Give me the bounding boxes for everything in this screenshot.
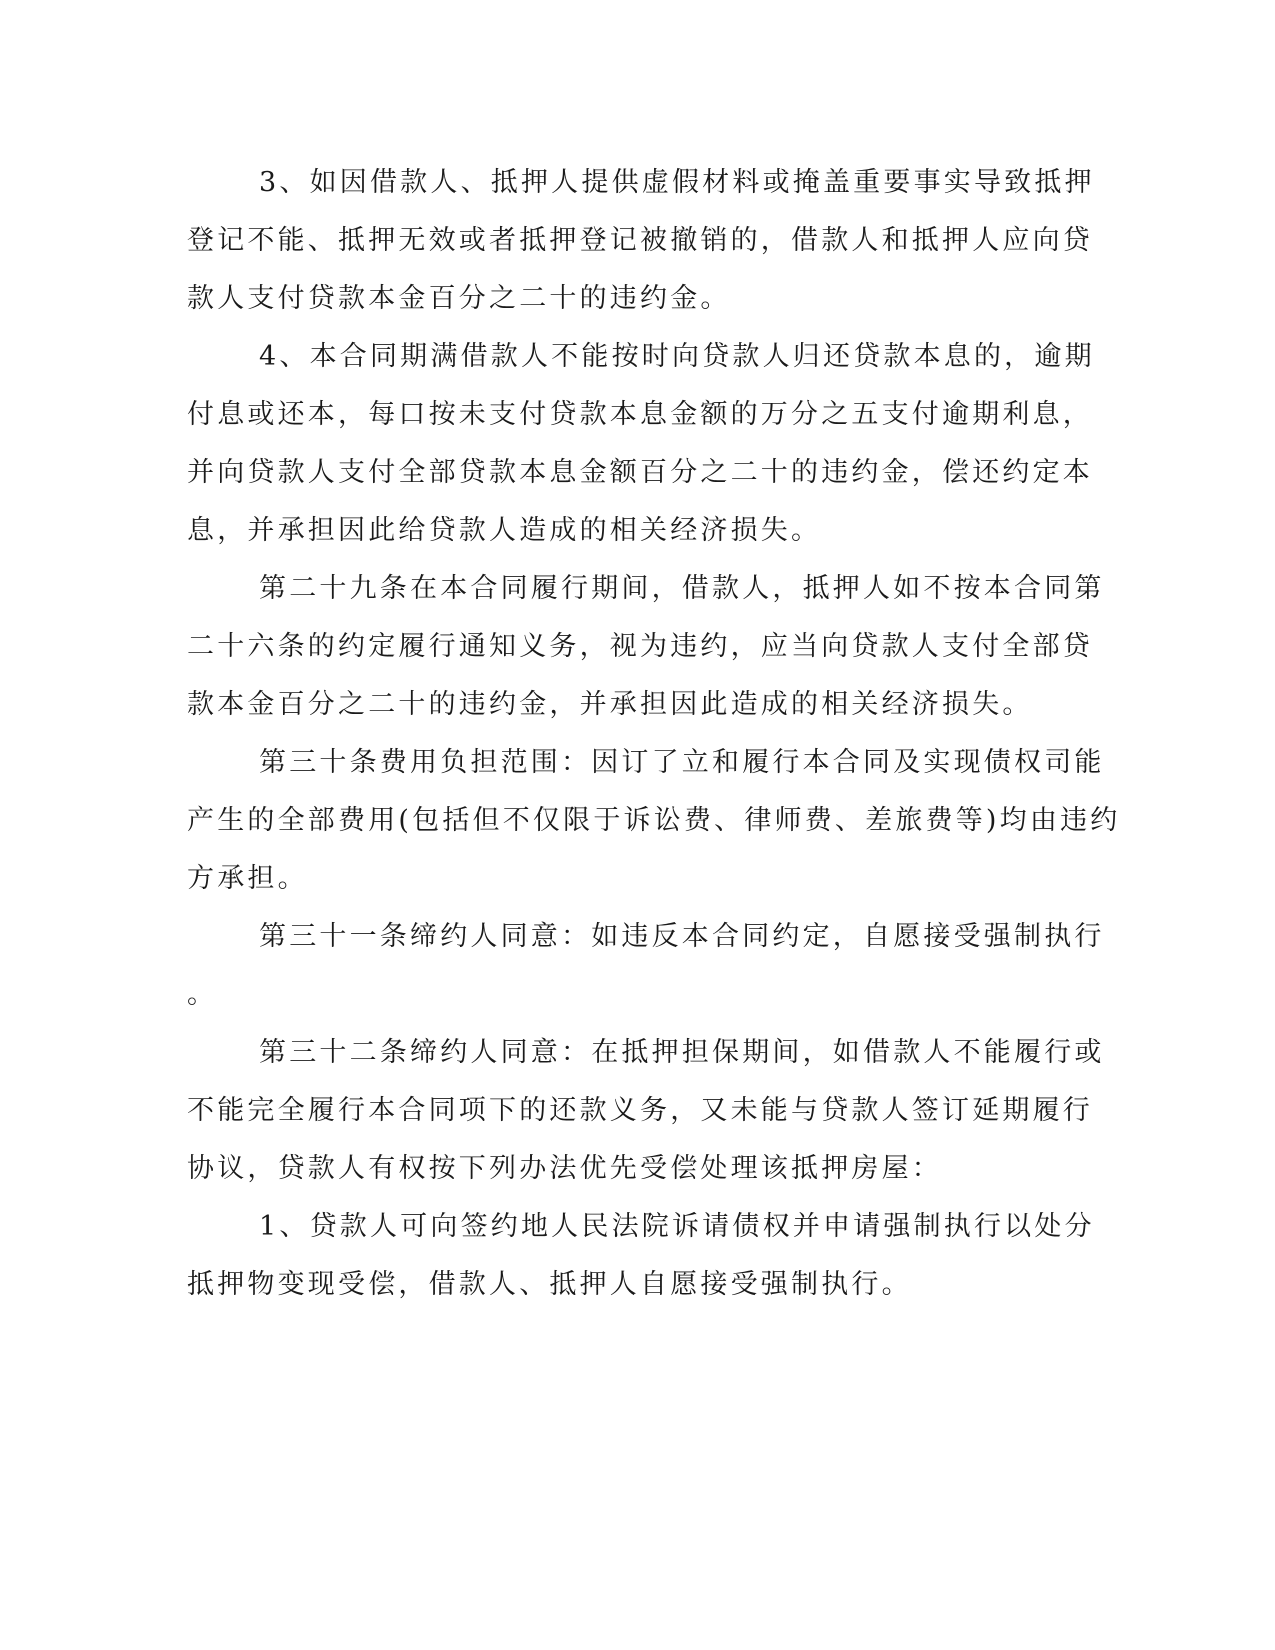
paragraph-4-line-2: 付息或还本，每口按未支付贷款本息金额的万分之五支付逾期利息，	[187, 399, 1093, 430]
paragraph-4-line-3: 并向贷款人支付全部贷款本息金额百分之二十的违约金，偿还约定本	[187, 457, 1093, 488]
article-29-line-3: 款本金百分之二十的违约金，并承担因此造成的相关经济损失。	[187, 689, 1033, 720]
article-30-line-3: 方承担。	[187, 863, 308, 894]
item-1-line-1: 1、贷款人可向签约地人民法院诉请债权并申请强制执行以处分	[259, 1211, 1095, 1242]
paragraph-3-line-2: 登记不能、抵押无效或者抵押登记被撤销的，借款人和抵押人应向贷	[187, 225, 1093, 256]
article-32-line-1: 第三十二条缔约人同意：在抵押担保期间，如借款人不能履行或	[259, 1037, 1105, 1068]
article-31-line-1: 第三十一条缔约人同意：如违反本合同约定，自愿接受强制执行	[259, 921, 1105, 952]
paragraph-3-line-1: 3、如因借款人、抵押人提供虚假材料或掩盖重要事实导致抵押	[259, 167, 1095, 198]
paragraph-4-line-1: 4、本合同期满借款人不能按时向贷款人归还贷款本息的，逾期	[259, 341, 1095, 372]
paragraph-4-line-4: 息，并承担因此给贷款人造成的相关经济损失。	[187, 515, 822, 546]
article-32-line-2: 不能完全履行本合同项下的还款义务，又未能与贷款人签订延期履行	[187, 1095, 1093, 1126]
article-32-line-3: 协议，贷款人有权按下列办法优先受偿处理该抵押房屋：	[187, 1153, 942, 1184]
article-29-line-2: 二十六条的约定履行通知义务，视为违约，应当向贷款人支付全部贷	[187, 631, 1093, 662]
article-31-line-2: 。	[187, 979, 218, 1010]
item-1-line-2: 抵押物变现受偿，借款人、抵押人自愿接受强制执行。	[187, 1269, 912, 1300]
paragraph-3-line-3: 款人支付贷款本金百分之二十的违约金。	[187, 283, 731, 314]
article-29-line-1: 第二十九条在本合同履行期间，借款人，抵押人如不按本合同第	[259, 573, 1105, 604]
article-30-line-2: 产生的全部费用(包括但不仅限于诉讼费、律师费、差旅费等)均由违约	[187, 805, 1121, 836]
article-30-line-1: 第三十条费用负担范围：因订了立和履行本合同及实现债权司能	[259, 747, 1105, 778]
